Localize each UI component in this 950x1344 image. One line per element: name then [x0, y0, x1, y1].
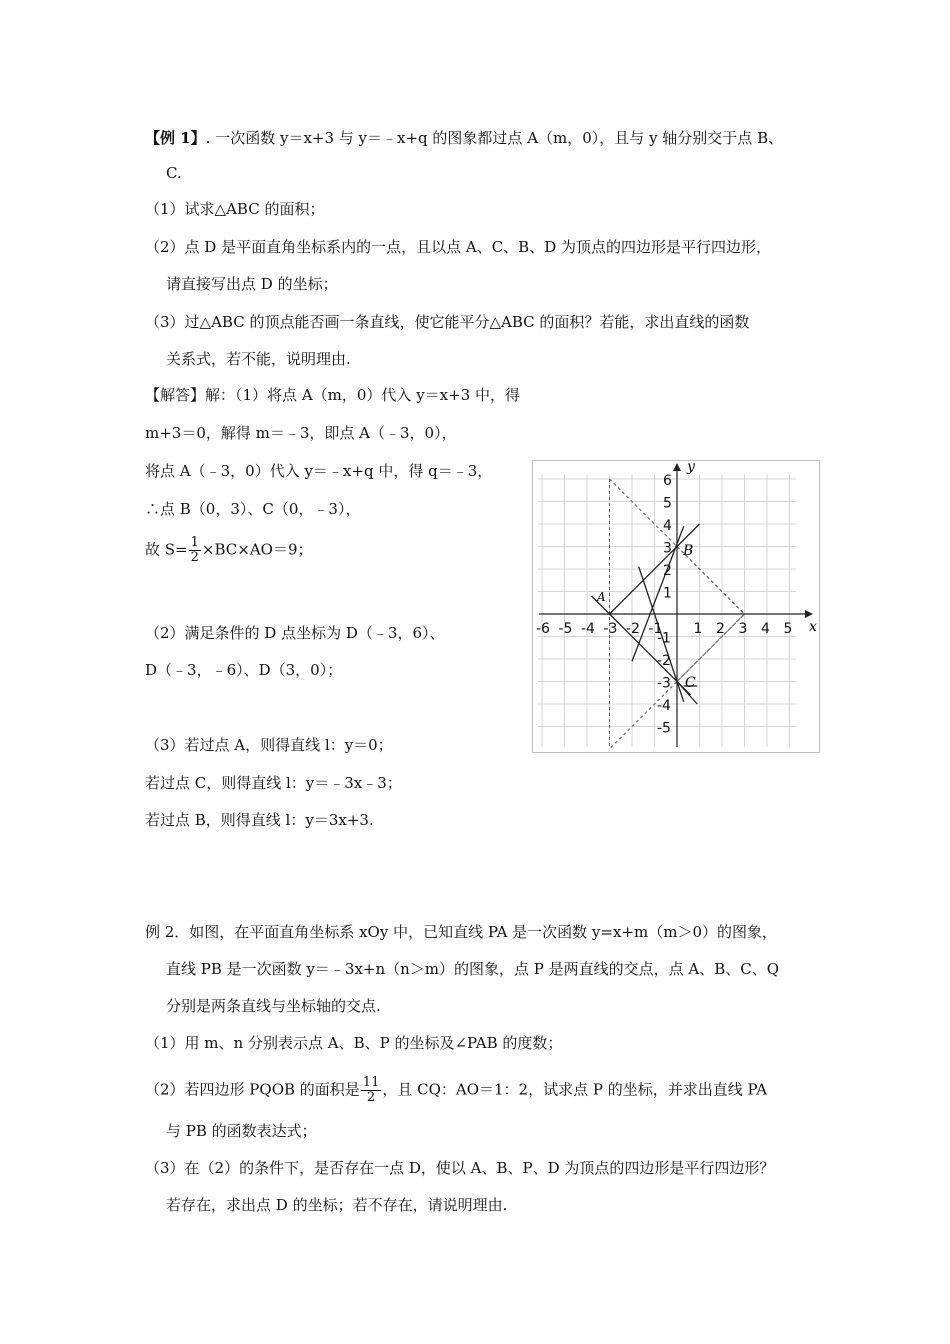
solution-line-6: （2）满足条件的 D 点坐标为 D（﹣3，6）、 — [145, 624, 445, 642]
example1-q3b: 关系式，若不能，说明理由. — [166, 350, 351, 368]
example2-q3b: 若存在，求出点 D 的坐标；若不存在，请说明理由. — [166, 1196, 508, 1214]
point-label-c: C — [685, 675, 696, 691]
y-tick-label: 3 — [663, 540, 672, 557]
x-tick-label: 2 — [716, 621, 725, 637]
solution-line-2: m+3＝0，解得 m＝﹣3，即点 A（﹣3，0）， — [145, 424, 457, 442]
coordinate-plane-svg — [533, 461, 819, 752]
y-tick-label: -5 — [657, 720, 671, 737]
y-axis-label: y — [687, 461, 695, 475]
solution-header: 【解答】 — [145, 386, 206, 404]
x-tick-label: -6 — [536, 621, 550, 637]
example1-q3a: （3）过△ABC 的顶点能否画一条直线，使它能平分△ABC 的面积？若能，求出直线的函数 — [145, 313, 750, 331]
example1-title: 【例 1】. 一次函数 y＝x+3 与 y＝﹣x+q 的图象都过点 A（m，0），且与 y 轴分别交于点 B、 — [145, 129, 784, 147]
solution-line-9: 若过点 C，则得直线 l：y＝﹣3x﹣3； — [145, 774, 402, 792]
x-tick-label: -2 — [626, 621, 640, 637]
solution-line-8: （3）若过点 A，则得直线 l：y＝0； — [145, 736, 393, 754]
x-axis-label: x — [809, 619, 817, 635]
x-tick-label: 3 — [738, 621, 748, 637]
fraction-eleven-halves: $\frac{11}{2}$ — [362, 1075, 380, 1105]
example1-q2b: 请直接写出点 D 的坐标； — [166, 275, 338, 293]
coordinate-figure — [532, 460, 820, 753]
y-tick-label: 5 — [663, 495, 672, 512]
y-axis-arrow — [673, 463, 681, 471]
example2-q2: （2）若四边形 PQOB 的面积是 $\frac{11}{2}$ ，且 CQ：AO＝1：2，试求点 P 的坐标，并求出直线 PA — [145, 1075, 768, 1105]
x-tick-label: -5 — [558, 621, 573, 637]
example2-q3a: （3）在（2）的条件下，是否存在一点 D，使以 A、B、P、D 为顶点的四边形是平行四边形？ — [145, 1159, 775, 1177]
example2-q1: （1）用 m、n 分别表示点 A、B、P 的坐标及∠PAB 的度数； — [145, 1034, 563, 1052]
example2-line-1: 例 2．如图，在平面直角坐标系 xOy 中，已知直线 PA 是一次函数 y=x+m（m＞0）的图象， — [145, 923, 777, 941]
x-tick-label: -1 — [648, 621, 663, 637]
y-tick-label: -2 — [657, 653, 671, 669]
y-tick-label: -1 — [657, 630, 671, 647]
line-y-eq-neg-x-minus-3 — [592, 596, 691, 695]
example1-q1: （1）试求△ABC 的面积； — [145, 200, 325, 218]
y-tick-label: 1 — [663, 585, 672, 602]
solution-line-7: D（﹣3，﹣6）、D（3，0）； — [145, 661, 343, 679]
example2-line-3: 分别是两条直线与坐标轴的交点. — [166, 997, 381, 1015]
x-axis-arrow — [805, 610, 813, 618]
y-tick-label: -3 — [657, 675, 671, 692]
y-tick-labels — [657, 473, 672, 737]
solution-line-3: 将点 A（﹣3，0）代入 y＝﹣x+q 中，得 q＝﹣3， — [145, 462, 493, 480]
solution-line-4: ∴点 B（0，3）、C（0，﹣3）， — [145, 500, 361, 518]
x-tick-label: -3 — [603, 621, 618, 637]
y-tick-label: 2 — [663, 563, 672, 579]
x-tick-label: 5 — [783, 621, 793, 637]
example1-q2a: （2）点 D 是平面直角坐标系内的一点，且以点 A、C、B、D 为顶点的四边形是平行四边形， — [145, 238, 772, 256]
example2-line-2: 直线 PB 是一次函数 y＝﹣3x+n（n＞m）的图象，点 P 是两直线的交点，点 A、B、C、Q — [166, 960, 780, 978]
point-label-b: B — [683, 543, 694, 559]
x-tick-label: 1 — [693, 621, 703, 637]
y-tick-label: 6 — [663, 473, 672, 489]
x-tick-label: 4 — [761, 621, 770, 637]
example1-title-cont: C. — [166, 164, 182, 182]
fraction-half: $\frac{1}{2}$ — [190, 535, 199, 565]
y-tick-label: 4 — [663, 518, 672, 534]
y-tick-label: -4 — [657, 698, 671, 714]
solution-line-10: 若过点 B，则得直线 l：y＝3x+3. — [145, 811, 374, 829]
example2-q2b: 与 PB 的函数表达式； — [166, 1122, 317, 1140]
point-label-a: A — [597, 590, 606, 604]
solution-line-1: 【解答】解：（1）将点 A（m，0）代入 y＝x+3 中，得 — [145, 386, 521, 404]
solution-line-5: 故 S= $\frac{1}{2}$ ×BC×AO＝9； — [145, 535, 313, 565]
x-tick-label: -4 — [581, 621, 595, 637]
